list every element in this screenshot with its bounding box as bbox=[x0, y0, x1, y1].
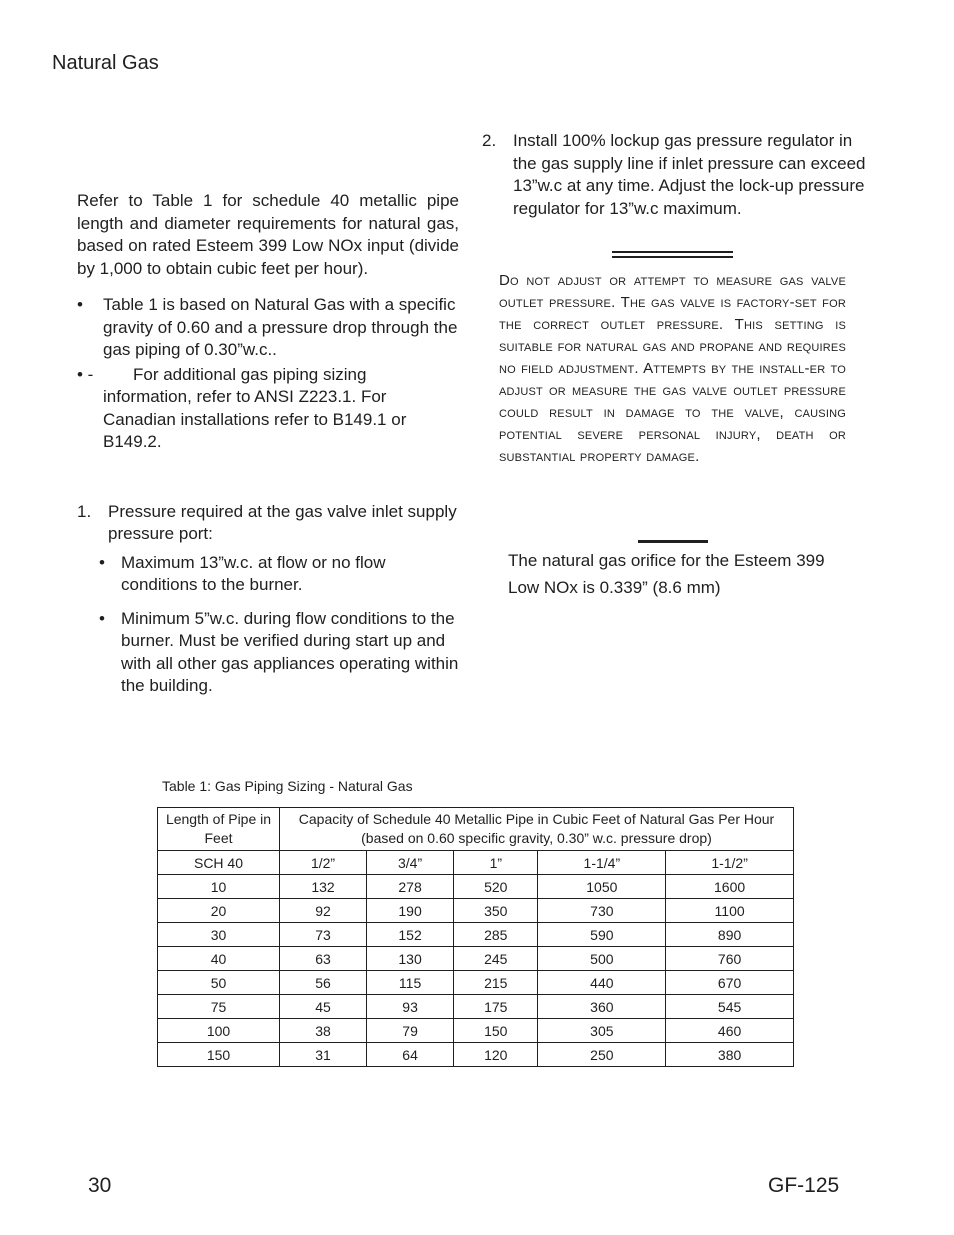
table-cell: 1” bbox=[454, 851, 538, 875]
table-cell: 100 bbox=[158, 1019, 280, 1043]
table-cell: 30 bbox=[158, 923, 280, 947]
table-cell: 190 bbox=[367, 899, 454, 923]
table-cell: 92 bbox=[280, 899, 367, 923]
table-header-row bbox=[158, 808, 794, 851]
table-cell: 175 bbox=[454, 995, 538, 1019]
table-cell: 380 bbox=[666, 1043, 794, 1067]
table-subheader-row bbox=[158, 851, 794, 875]
step-1 bbox=[77, 501, 459, 546]
warning-heading-bar bbox=[612, 251, 733, 258]
table-cell: 73 bbox=[280, 923, 367, 947]
bullet-text: Table 1 is based on Natural Gas with a specific gravity of 0.60 and a pressure drop through the gas piping of 0.30”w.c.. bbox=[103, 295, 458, 359]
bullet-mark: • bbox=[77, 295, 83, 314]
step-text: Pressure required at the gas valve inlet supply pressure port: bbox=[108, 501, 457, 543]
step-2-item bbox=[482, 130, 867, 220]
table-cell: 56 bbox=[280, 971, 367, 995]
left-column bbox=[77, 190, 459, 698]
table-row bbox=[158, 875, 794, 899]
table-cell: 278 bbox=[367, 875, 454, 899]
table-cell: 64 bbox=[367, 1043, 454, 1067]
table-row bbox=[158, 995, 794, 1019]
table-row bbox=[158, 1043, 794, 1067]
table-cell: 152 bbox=[367, 923, 454, 947]
table-cell: 150 bbox=[158, 1043, 280, 1067]
table-cell: 1050 bbox=[538, 875, 666, 899]
table-cell: 120 bbox=[454, 1043, 538, 1067]
table-cell: 10 bbox=[158, 875, 280, 899]
table-header-cell: Capacity of Schedule 40 Metallic Pipe in Cubic Feet of Natural Gas Per Hour (based on 0.60 specific gravity, 0.30” w.c. pressure drop) bbox=[280, 808, 794, 851]
table-cell: 1100 bbox=[666, 899, 794, 923]
warning-text: Do not adjust or attempt to measure gas valve outlet pressure. The gas valve is factory-set for the correct outlet pressure. This setting is suitable for natural gas and propane and requires no field adjustment. Attempts by the install-er to adjust or measure the gas valve outlet pressure could result in damage to the valve, causing potential severe personal injury, death or substantial property damage. bbox=[499, 272, 846, 465]
table-cell: 215 bbox=[454, 971, 538, 995]
table-row bbox=[158, 899, 794, 923]
table-cell: 20 bbox=[158, 899, 280, 923]
table-header-cell: Length of Pipe in Feet bbox=[158, 808, 280, 851]
table-cell: 460 bbox=[666, 1019, 794, 1043]
table-cell: 115 bbox=[367, 971, 454, 995]
table-cell: 130 bbox=[367, 947, 454, 971]
table-cell: 1600 bbox=[666, 875, 794, 899]
table-cell: 285 bbox=[454, 923, 538, 947]
intro-paragraph: Refer to Table 1 for schedule 40 metallic pipe length and diameter requirements for natural gas, based on rated Esteem 399 Low NOx input (divide by 1,000 to obtain cubic feet per hour). bbox=[77, 191, 459, 278]
bullet-item bbox=[77, 364, 459, 454]
table-cell: 150 bbox=[454, 1019, 538, 1043]
table-row bbox=[158, 1019, 794, 1043]
bullet-mark: • bbox=[99, 552, 105, 572]
bullet-item bbox=[77, 294, 459, 362]
table-cell: 890 bbox=[666, 923, 794, 947]
table-cell: 1-1/2” bbox=[666, 851, 794, 875]
table-cell: 730 bbox=[538, 899, 666, 923]
step-text: Install 100% lockup gas pressure regulator in the gas supply line if inlet pressure can exceed 13”w.c at any time. Adjust the lock-up pressure regulator for 13”w.c maximum. bbox=[513, 131, 866, 218]
table-cell: 545 bbox=[666, 995, 794, 1019]
table-caption: Table 1: Gas Piping Sizing - Natural Gas bbox=[162, 778, 413, 794]
table-cell: 63 bbox=[280, 947, 367, 971]
table-cell: 245 bbox=[454, 947, 538, 971]
gas-piping-table bbox=[157, 807, 794, 1067]
bullet-mark: • bbox=[99, 608, 105, 628]
document-id: GF-125 bbox=[768, 1174, 840, 1197]
table-cell: 50 bbox=[158, 971, 280, 995]
table-cell: 3/4” bbox=[367, 851, 454, 875]
table-cell: 132 bbox=[280, 875, 367, 899]
table-cell: 360 bbox=[538, 995, 666, 1019]
note-heading-bar bbox=[638, 540, 708, 543]
table-cell: 1/2” bbox=[280, 851, 367, 875]
step-2 bbox=[482, 130, 867, 220]
table-row bbox=[158, 971, 794, 995]
section-title: Natural Gas bbox=[52, 52, 159, 74]
step-number: 1. bbox=[77, 501, 92, 521]
table-cell: 38 bbox=[280, 1019, 367, 1043]
table-cell: 500 bbox=[538, 947, 666, 971]
table-cell: 1-1/4” bbox=[538, 851, 666, 875]
table-cell: 75 bbox=[158, 995, 280, 1019]
table-cell: 520 bbox=[454, 875, 538, 899]
table-row bbox=[158, 923, 794, 947]
table-cell: 350 bbox=[454, 899, 538, 923]
sub-bullet-item bbox=[77, 552, 459, 597]
bullet-text: For additional gas piping sizing information, refer to ANSI Z223.1. For Canadian installations refer to B149.1 or B149.2. bbox=[103, 364, 407, 451]
table-cell: SCH 40 bbox=[158, 851, 280, 875]
sub-bullet-text: Maximum 13”w.c. at flow or no flow conditions to the burner. bbox=[121, 552, 386, 594]
table-cell: 31 bbox=[280, 1043, 367, 1067]
step-number: 2. bbox=[482, 131, 497, 150]
table-cell: 590 bbox=[538, 923, 666, 947]
table-cell: 250 bbox=[538, 1043, 666, 1067]
sub-bullet-item bbox=[77, 608, 459, 698]
table-cell: 45 bbox=[280, 995, 367, 1019]
sub-bullet-text: Minimum 5”w.c. during flow conditions to the burner. Must be verified during start up and with all other gas appliances operating within the building. bbox=[121, 608, 459, 695]
table-cell: 40 bbox=[158, 947, 280, 971]
table-cell: 760 bbox=[666, 947, 794, 971]
table-row bbox=[158, 947, 794, 971]
page-number: 30 bbox=[88, 1174, 112, 1197]
bullet-mark: • - bbox=[77, 364, 94, 384]
table-cell: 305 bbox=[538, 1019, 666, 1043]
table-cell: 670 bbox=[666, 971, 794, 995]
table-cell: 440 bbox=[538, 971, 666, 995]
note-text: The natural gas orifice for the Esteem 399 Low NOx is 0.339” (8.6 mm) bbox=[508, 551, 825, 597]
table-cell: 93 bbox=[367, 995, 454, 1019]
table-cell: 79 bbox=[367, 1019, 454, 1043]
